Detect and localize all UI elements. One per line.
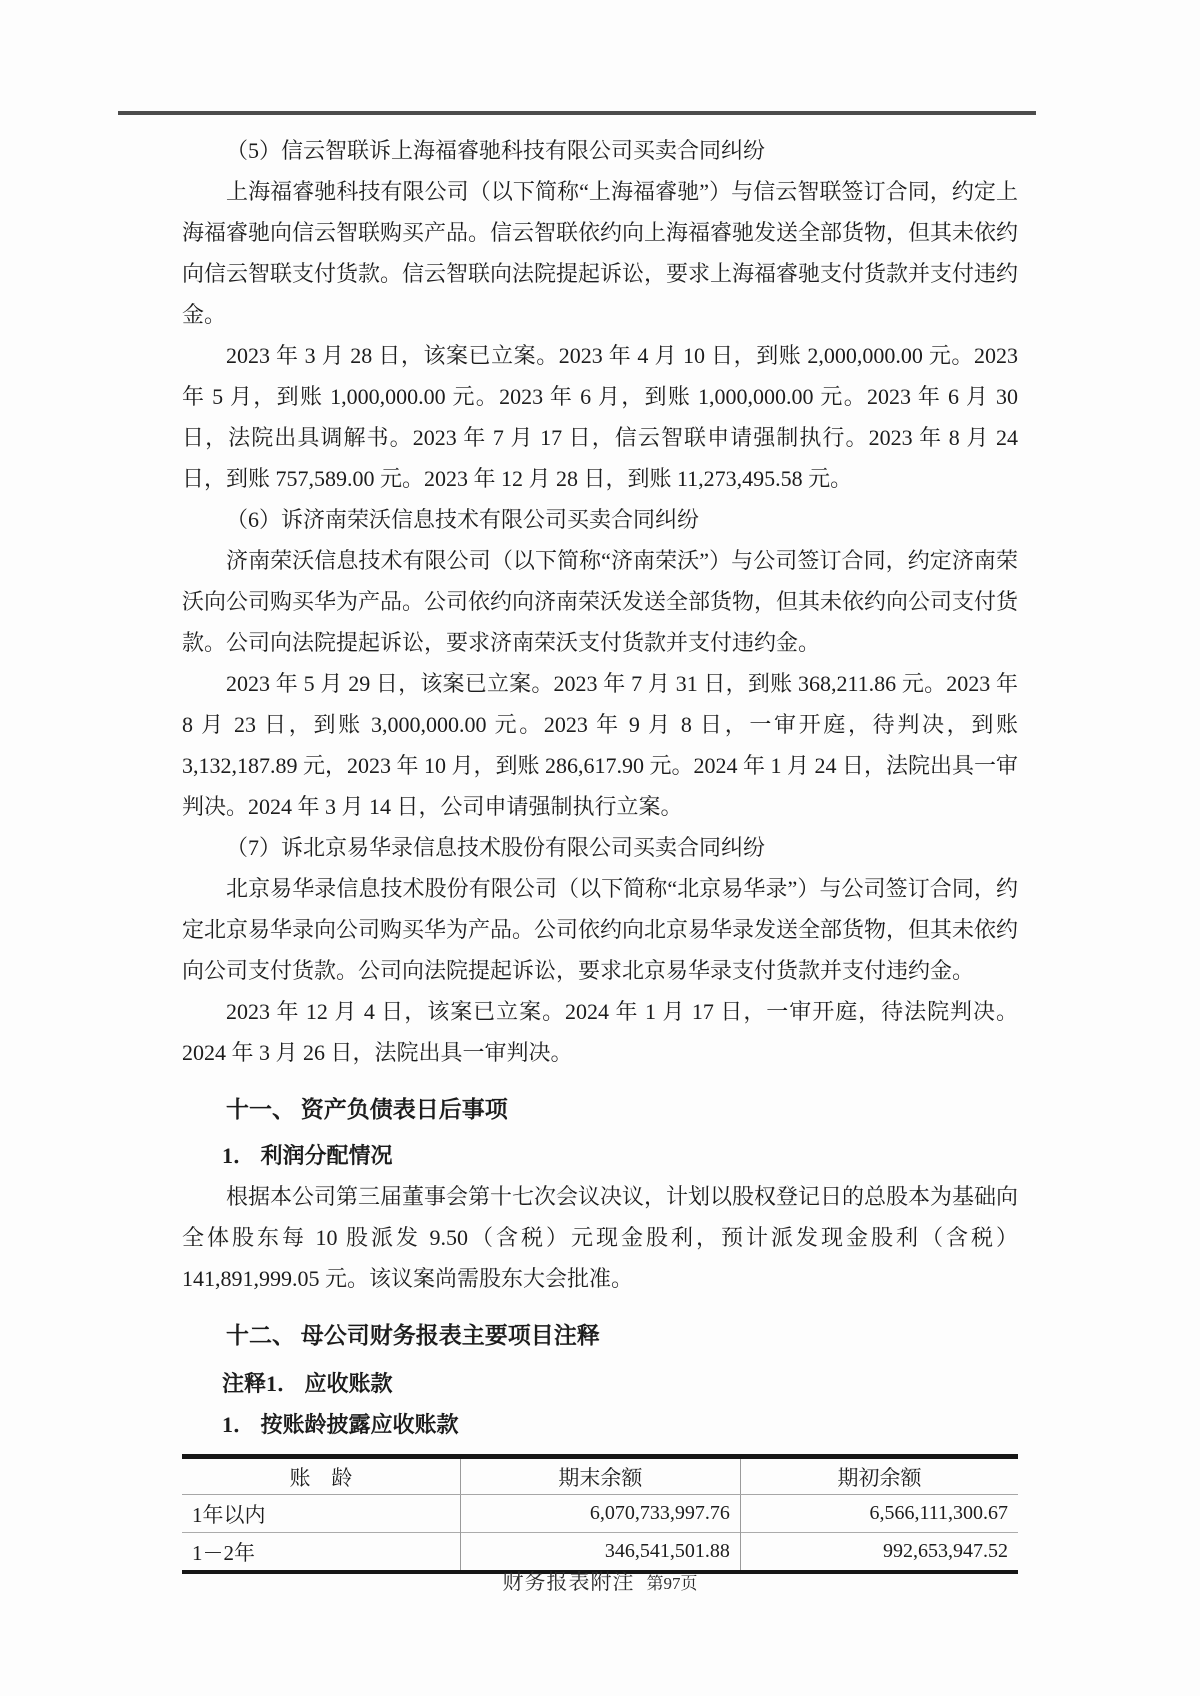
page-footer: [0, 1566, 1200, 1596]
case-7-timeline: 2023 年 12 月 4 日，该案已立案。2024 年 1 月 17 日，一审开庭，待法院判决。2024 年 3 月 26 日，法院出具一审判决。: [182, 999, 1018, 1065]
closing-balance-value: 346,541,501.88: [460, 1533, 740, 1573]
header-rule: [118, 111, 1036, 115]
section-12-heading: 十二、 母公司财务报表主要项目注释: [226, 1323, 600, 1348]
section-11-heading: 十一、 资产负债表日后事项: [226, 1097, 508, 1122]
table-row: [182, 1495, 1018, 1533]
table-header-row: [182, 1457, 1018, 1495]
receivables-aging-table: [182, 1454, 1018, 1574]
col-header-closing-balance: 期末余额: [460, 1457, 740, 1495]
aging-bucket-label: 1－2年: [182, 1533, 460, 1573]
note-1-receivables-heading: 注释1． 应收账款: [222, 1371, 393, 1396]
case-7-heading: （7）诉北京易华录信息技术股份有限公司买卖合同纠纷: [226, 835, 766, 860]
closing-balance-value: 6,070,733,997.76: [460, 1495, 740, 1533]
case-5-timeline: 2023 年 3 月 28 日，该案已立案。2023 年 4 月 10 日，到账 2,000,000.00 元。2023 年 5 月，到账 1,000,000.00 元。2023 年 6 月，到账 1,000,000.00 元。2023 年 6 月 30 日，法院出具调解书。2023 年 7 月 17 日，信云智联申请强制执行。2023 年 8 月 24 日，到账 757,589.00 元。2023 年 12 月 28 日，到账 11,273,495.58 元。: [182, 343, 1018, 491]
col-header-aging: 账 龄: [182, 1457, 460, 1495]
case-7-paragraph: 北京易华录信息技术股份有限公司（以下简称“北京易华录”）与公司签订合同，约定北京易华录向公司购买华为产品。公司依约向北京易华录发送全部货物，但其未依约向公司支付货款。公司向法院提起诉讼，要求北京易华录支付货款并支付违约金。: [182, 876, 1019, 983]
aging-bucket-label: 1年以内: [182, 1495, 460, 1533]
opening-balance-value: 6,566,111,300.67: [869, 1502, 1008, 1524]
document-content: [182, 130, 1018, 1574]
col-header-opening-balance: 期初余额: [740, 1457, 1018, 1495]
case-6-heading: （6）诉济南荣沃信息技术有限公司买卖合同纠纷: [226, 507, 700, 532]
case-6-paragraph: 济南荣沃信息技术有限公司（以下简称“济南荣沃”）与公司签订合同，约定济南荣沃向公司购买华为产品。公司依约向济南荣沃发送全部货物，但其未依约向公司支付货款。公司向法院提起诉讼，要求济南荣沃支付货款并支付违约金。: [182, 548, 1019, 655]
footer-title: 财务报表附注: [502, 1570, 635, 1594]
aging-disclosure-heading: 1． 按账龄披露应收账款: [222, 1412, 459, 1437]
case-6-timeline: 2023 年 5 月 29 日，该案已立案。2023 年 7 月 31 日，到账 368,211.86 元。2023 年 8 月 23 日，到账 3,000,000.00 元。2023 年 9 月 8 日，一审开庭，待判决，到账 3,132,187.89 元，2023 年 10 月，到账 286,617.90 元。2024 年 1 月 24 日，法院出具一审判决。2024 年 3 月 14 日，公司申请强制执行立案。: [182, 671, 1019, 819]
profit-distribution-paragraph: 根据本公司第三届董事会第十七次会议决议，计划以股权登记日的总股本为基础向全体股东每 10 股派发 9.50（含税）元现金股利，预计派发现金股利（含税）141,891,999.05 元。该议案尚需股东大会批准。: [182, 1184, 1019, 1291]
opening-balance-value: 992,653,947.52: [740, 1533, 1018, 1573]
profit-distribution-heading: 1． 利润分配情况: [222, 1143, 393, 1168]
case-5-paragraph: 上海福睿驰科技有限公司（以下简称“上海福睿驰”）与信云智联签订合同，约定上海福睿驰向信云智联购买产品。信云智联依约向上海福睿驰发送全部货物，但其未依约向信云智联支付货款。信云智联向法院提起诉讼，要求上海福睿驰支付货款并支付违约金。: [182, 179, 1019, 327]
footer-page-number: 第97页: [646, 1574, 698, 1593]
case-5-heading: （5）信云智联诉上海福睿驰科技有限公司买卖合同纠纷: [226, 138, 766, 163]
